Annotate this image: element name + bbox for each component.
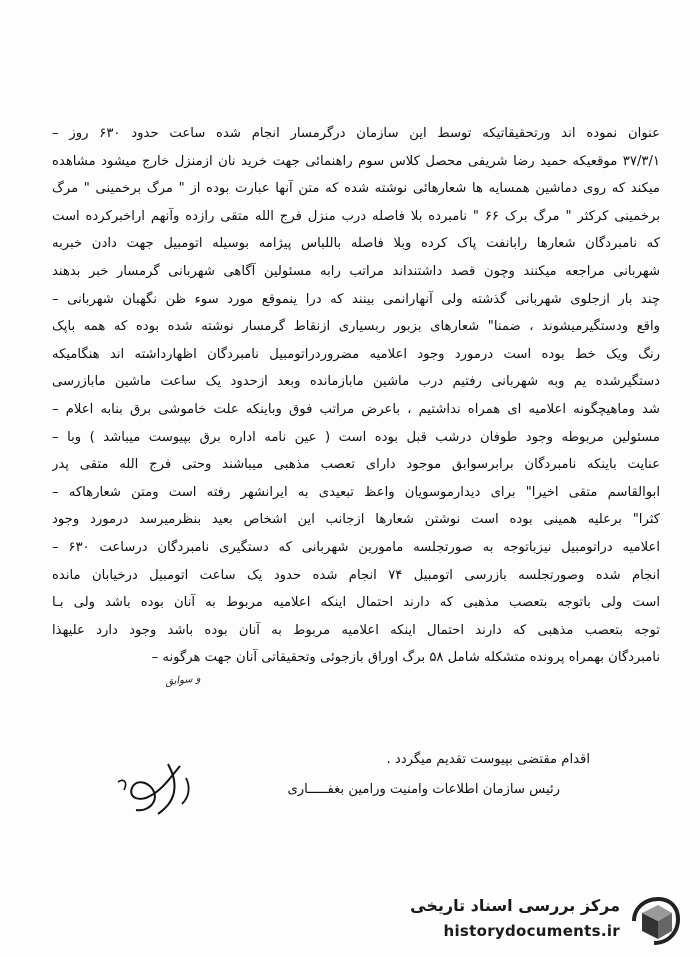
handwritten-insert: و سوابق <box>164 673 202 688</box>
document-line: اعلامیه دراتومبیل نیزباتوجه به صورتجلسه مامورین شهربانی که دستگیری نامبردگان درساعت ۶۳۰ – <box>52 539 660 555</box>
document-line: دستگیرشده یم وبه شهربانی رفتیم درب ماشین مابازمانده وبعد ازحدود یک ساعت ماشین مابازرسی <box>52 374 660 390</box>
closing-line: اقدام مقتضی بپیوست تقدیم میگردد . <box>386 752 590 767</box>
signature-line: رئیس سازمان اطلاعات وامنیت ورامین بغفـــــاری <box>287 782 560 797</box>
document-line: رنگ ویک خط بوده است درمورد وجود اعلامیه مضروردراتومبیل نامبردگان اظهارداشته اند هنگامیکه <box>52 346 660 362</box>
document-line: عنایت باینکه نامبردگان برابرسوابق موجود دارای تعصب مذهبی میباشند وحتی فرج الله متقی پدر <box>52 457 660 473</box>
document-line: شهربانی مراجعه میکنند وچون قصد داشتنداند مراتب رابه مسئولین آگاهی شهربانی گرمسار خبر بدهند <box>52 263 660 279</box>
watermark-title: مرکز بررسی اسناد تاریخی <box>410 896 620 915</box>
document-line: شد وماهیچگونه اعلامیه ای همراه نداشتیم ، باعرض مراتب فوق وباینکه علت خاموشی برق بنابه اعلام – <box>52 401 660 417</box>
document-line: است ولی باتوجه بتعصب مذهبی که دارند احتمال اینکه اعلامیه مربوط به آنان بوده باشد ولی بـا <box>52 595 660 611</box>
document-body <box>52 120 660 672</box>
document-line: مسئولین مربوطه وجود طوفان درشب قبل بوده است ( عین نامه اداره برق بپیوست میباشد ) وبا – <box>52 429 660 445</box>
watermark-url[interactable]: historydocuments.ir <box>443 922 620 940</box>
document-line: انجام شده وصورتجلسه بازرسی اتومبیل ۷۴ انجام شده حدود یک ساعت اتومبیل درخیابان مانده <box>52 567 660 583</box>
document-line: کثرا" برعلیه همینی بوده است نوشتن شعارها ازجانب این اشخاص بعید بنظرمیرسد درمورد وجود <box>52 512 660 528</box>
document-line: واقع ودستگیرمیشوند ، ضمنا" شعارهای بزبور ربسیاری ازنقاط گرمسار نوشته شده بوده که همه باپک <box>52 319 660 335</box>
document-line: توجه بتعصب مذهبی که دارند احتمال اینکه اعلامیه مربوط به آنان بوده باشد وجود دارد علیهذا <box>52 622 660 638</box>
book-logo-icon <box>628 895 682 947</box>
document-line: چند بار ازجلوی شهربانی گذشته ولی آنهارانمی بینند که درا ینموقع مورد سوء ظن نگهبان شهربانی – <box>52 291 660 307</box>
document-line: که نامبردگان شعارها رابانفت پاک کرده وبلا فاصله باللباس پیژامه بوسیله اتومبیل جهت دادن خبربه <box>52 236 660 252</box>
document-line: ۳۷/۳/۱ موقعیکه حمید رضا شریفی محصل کلاس سوم راهنمائی جهت خرید نان ازمنزل خارج میشود مشاهده <box>52 153 660 169</box>
document-line: نامبردگان بهمراه پرونده متشکله شامل ۵۸ برگ اوراق بازجوئی وتحقیقاتی آنان جهت هرگونه – <box>151 650 660 666</box>
document-line: برخمینی کرکثر " مرگ برک ۶۶ " نامبرده بلا فاصله درب منزل فرج الله متقی رازده وآنهم اراخبرکرده است <box>52 208 660 224</box>
archive-watermark[interactable] <box>410 893 690 949</box>
document-line: ابوالقاسم متقی اخیرا" برای دیدارموسویان واعظ تبعیدی به ایرانشهر رفته است ومتن شعارهاکه – <box>52 484 660 500</box>
document-line: عنوان نموده اند ورتحقیقاتیکه توسط این سازمان درگرمسار انجام شده ساعت حدود ۶۳۰ روز – <box>52 126 660 141</box>
document-line: میکند که روی دماشین همسایه ها شعارهائی نوشته شده که متن آنها عبارت بوده از " مرگ برخمینی " مرگ <box>52 181 660 197</box>
